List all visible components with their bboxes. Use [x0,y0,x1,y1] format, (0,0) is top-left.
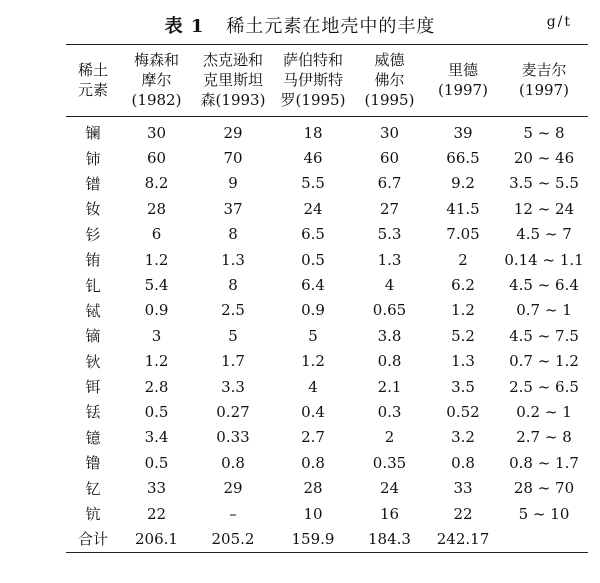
table-cell: 3.5 ~ 5.5 [509,174,579,193]
column-header [273,45,353,117]
table-row [66,374,588,399]
table-cell: 16 [379,504,400,523]
table-cell: 28 [303,479,323,498]
table-cell: 1.2 [301,352,325,371]
column-header-line: (1997) [438,81,488,99]
element-name-cell: 铕 [85,251,101,270]
table-cell: 184.3 [368,529,411,548]
table-cell: 8 [228,225,238,244]
table-cell: 22 [453,504,473,523]
table-cell: 6.7 [377,174,402,193]
column-header [353,45,426,117]
column-header-line: 威德 [374,51,405,69]
table-cell: 1.7 [221,352,245,371]
table-cell: 1.2 [144,250,169,269]
table-cell: 3.5 [451,377,475,396]
table-cell: 1.2 [451,301,475,320]
column-header-line: 佛尔 [374,71,405,89]
table-row [66,399,588,424]
table-row [66,450,588,475]
table-cell: 10 [303,504,323,523]
table-cell: 5.4 [144,276,169,295]
element-name-cell: 铥 [85,403,101,422]
column-header-line: 梅森和 [133,51,179,69]
table-cell: 6.2 [451,276,475,295]
column-header-line: (1982) [131,91,182,109]
column-header [120,45,193,117]
table-row [66,171,588,196]
table-row [66,323,588,348]
table-cell: 0.33 [216,428,250,447]
table-cell: 0.5 [144,402,169,421]
column-header [193,45,273,117]
table-cell: 206.1 [135,529,178,548]
table-caption [0,12,600,38]
element-name-cell: 铈 [85,149,101,168]
column-header-line: 克里斯坦 [202,71,263,89]
table-cell: 1.3 [377,250,402,269]
column-header [500,45,588,117]
table-cell: 24 [379,479,400,498]
table-cell: 0.9 [144,301,169,320]
table-cell: 41.5 [446,199,480,218]
table-cell: 29 [223,123,243,142]
column-header-line: 萨伯特和 [282,51,343,69]
table-cell: 6 [151,225,162,244]
column-header [426,45,500,117]
table-cell: 2 [458,250,468,269]
table-cell: 159.9 [291,529,335,548]
table-cell: 33 [453,479,473,498]
table-cell: 70 [223,149,243,168]
element-name-cell: 钕 [85,200,101,219]
table-cell: 20 ~ 46 [513,149,575,168]
element-name-cell: 镧 [85,124,101,143]
table-cell: 0.65 [372,301,407,320]
column-header-line: 麦吉尔 [521,61,567,79]
table-cell: 2 [384,428,395,447]
element-name-cell: 钐 [85,225,101,244]
table-cell: 7.05 [446,225,480,244]
column-header-line: 马伊斯特 [282,71,343,89]
table-cell: 5 ~ 8 [523,123,565,142]
table-cell: 1.3 [221,250,245,269]
table-cell: 6.4 [301,276,325,295]
table-cell: 205.2 [211,529,255,548]
element-name-cell: 镝 [85,327,101,346]
table-cell: 28 ~ 70 [513,479,575,498]
element-name-cell: 镨 [85,174,101,193]
table-cell: 5 ~ 10 [518,504,570,523]
column-header-line: (1995) [364,91,415,109]
table-cell: 0.2 ~ 1 [516,402,572,421]
table-row [66,196,588,221]
table-cell: 0.8 [301,453,325,472]
table-cell: 0.27 [216,402,250,421]
table-cell: 22 [146,504,167,523]
table-cell: 2.1 [377,377,402,396]
table-cell: 0.3 [377,402,402,421]
element-name-cell: 镱 [85,428,101,447]
element-name-cell: 钪 [85,505,101,524]
table-cell: 1.2 [144,352,169,371]
table-row [66,349,588,374]
table-row [66,272,588,297]
table-title: 稀土元素在地壳中的丰度 [226,16,436,37]
table-cell: 1.3 [451,352,475,371]
table-cell: 3.3 [221,377,245,396]
element-name-cell: 钇 [85,479,101,498]
table-cell [500,526,588,552]
table-header-row [66,45,588,117]
table-cell: 4.5 ~ 7 [516,225,572,244]
table-cell: 0.7 ~ 1 [516,301,572,320]
table-cell: 29 [223,479,243,498]
column-header-line: 摩尔 [141,71,172,89]
table-cell: 18 [303,123,323,142]
table-cell: 60 [379,149,400,168]
table-row [66,501,588,526]
table-cell: 0.5 [301,250,325,269]
table-cell: 5 [308,326,318,345]
column-header-line: (1997) [519,81,569,99]
table-cell: 60 [146,149,167,168]
table-row [66,145,588,170]
table-cell: 6.5 [301,225,325,244]
column-header [66,45,120,117]
element-name-cell: 铽 [85,301,101,320]
table-body [66,117,588,553]
table-cell: 3 [151,326,162,345]
table-cell: 37 [223,199,243,218]
element-name-cell: 铒 [85,378,101,397]
element-name-cell: 合计 [77,530,108,549]
table-number: 表 1 [164,16,205,37]
table-cell: 33 [146,479,167,498]
table-row [66,475,588,500]
abundance-table [66,44,588,553]
table-cell: 30 [146,123,167,142]
table-row [66,425,588,450]
table-cell: 3.8 [377,326,402,345]
table-cell: 3.4 [144,428,169,447]
table-cell: 0.8 [377,352,402,371]
table-row [66,298,588,323]
table-cell: 5.2 [451,326,475,345]
table-cell: 8.2 [144,174,169,193]
table-cell: 0.4 [301,402,325,421]
column-header-line: 罗(1995) [280,91,346,109]
table-cell: 4.5 ~ 6.4 [509,276,579,295]
table-cell: 5.3 [377,225,402,244]
table-cell: 0.14 ~ 1.1 [504,250,584,269]
table-cell: 0.8 [221,453,245,472]
column-header-line: 稀土 [77,61,108,79]
table-cell: 4 [308,377,318,396]
table-row [66,526,588,552]
element-name-cell: 钆 [85,276,101,295]
table-cell: 2.5 ~ 6.5 [509,377,579,396]
table-cell: 0.8 ~ 1.7 [509,453,579,472]
table-cell: 9 [228,174,238,193]
unit-label: g/t [546,14,572,30]
column-header-line: 里德 [447,61,478,79]
table-row [66,247,588,272]
table-cell: 2.7 ~ 8 [516,428,572,447]
table-cell: 3.2 [451,428,475,447]
table-row [66,117,588,146]
table-cell: 8 [228,276,238,295]
table-cell: 0.8 [451,453,475,472]
table-cell: 242.17 [436,529,490,548]
table-cell: 12 ~ 24 [513,199,575,218]
table-cell: 5.5 [301,174,325,193]
table-cell: 4.5 ~ 7.5 [509,326,579,345]
table-cell: 5 [228,326,238,345]
table-row [66,222,588,247]
table-cell: 0.52 [446,402,480,421]
column-header-line: 杰克逊和 [202,51,263,69]
table-cell: 24 [303,199,323,218]
table-cell: 0.9 [301,301,325,320]
table-cell: 2.5 [221,301,245,320]
table-cell: 2.8 [144,377,169,396]
table-caption-row [0,8,600,38]
table-cell: 27 [379,199,400,218]
table-cell: 46 [303,149,323,168]
table-cell: 9.2 [451,174,475,193]
element-name-cell: 钬 [85,352,101,371]
table-cell: 39 [453,123,473,142]
table-cell: 28 [146,199,167,218]
column-header-line: 元素 [77,81,108,99]
table-cell: 4 [384,276,395,295]
table-cell: 0.5 [144,453,169,472]
table-cell: 0.7 ~ 1.2 [509,352,579,371]
element-name-cell: 镥 [85,454,101,473]
column-header-line: 森(1993) [200,91,266,109]
table-cell: 30 [379,123,400,142]
table-cell: 2.7 [301,428,325,447]
table-cell: 0.35 [372,453,407,472]
table-cell: – [229,504,237,523]
table-cell: 66.5 [446,149,480,168]
